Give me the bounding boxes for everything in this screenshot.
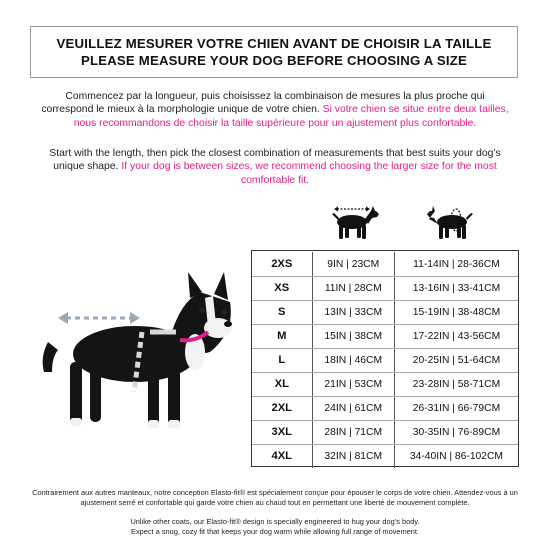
girth-cell: 23-28IN | 58-71CM bbox=[394, 372, 518, 396]
dog-in-harness-photo bbox=[30, 262, 245, 472]
size-row bbox=[252, 300, 518, 324]
size-row bbox=[252, 444, 518, 468]
size-row bbox=[252, 348, 518, 372]
footer-en-line1: Unlike other coats, our Elasto-fit® design is specially engineered to hug your dog’s body. bbox=[130, 517, 420, 526]
dog-girth-measure-icon bbox=[422, 198, 482, 244]
length-cell: 32IN | 81CM bbox=[312, 444, 394, 468]
girth-cell: 17-22IN | 43-56CM bbox=[394, 324, 518, 348]
size-row bbox=[252, 252, 518, 276]
row-divider bbox=[252, 444, 518, 445]
intro-en-text: Start with the length, then pick the closest combination of measurements that best suits your dog’s unique shape. bbox=[49, 148, 501, 173]
length-cell: 21IN | 53CM bbox=[312, 372, 394, 396]
intro-fr-highlight: Si votre chien se situe entre deux tailles, nous recommandons de choisir la taille supérieure pour un ajustement plus confortable. bbox=[73, 104, 509, 129]
size-row bbox=[252, 396, 518, 420]
size-cell: 4XL bbox=[271, 450, 293, 462]
girth-cell: 11-14IN | 28-36CM bbox=[394, 252, 518, 276]
length-cell: 11IN | 28CM bbox=[312, 276, 394, 300]
size-cell: XL bbox=[274, 378, 289, 390]
row-divider bbox=[252, 300, 518, 301]
length-cell: 18IN | 46CM bbox=[312, 348, 394, 372]
header-title-box bbox=[30, 26, 518, 78]
row-divider bbox=[252, 372, 518, 373]
size-cell: M bbox=[277, 330, 287, 342]
size-row bbox=[252, 420, 518, 444]
girth-cell: 13-16IN | 33-41CM bbox=[394, 276, 518, 300]
size-cell: L bbox=[278, 354, 286, 366]
size-cell: 2XS bbox=[271, 258, 293, 270]
length-cell: 24IN | 61CM bbox=[312, 396, 394, 420]
intro-en-highlight: If your dog is between sizes, we recommend choosing the larger size for the most comfortable fit. bbox=[121, 161, 497, 186]
row-divider bbox=[252, 348, 518, 349]
girth-cell: 30-35IN | 76-89CM bbox=[394, 420, 518, 444]
intro-paragraph-en bbox=[40, 147, 510, 187]
length-cell: 15IN | 38CM bbox=[312, 324, 394, 348]
intro-fr-text: Commencez par la longueur, puis choisissez la combinaison de mesures la plus proche qui correspond le mieux à la morphologie unique de votre chien. bbox=[41, 91, 485, 116]
length-cell: 28IN | 71CM bbox=[312, 420, 394, 444]
size-row bbox=[252, 372, 518, 396]
intro-paragraph-fr bbox=[40, 90, 510, 130]
length-cell: 9IN | 23CM bbox=[312, 252, 394, 276]
size-cell: XS bbox=[274, 282, 290, 294]
title-en: PLEASE MEASURE YOUR DOG BEFORE CHOOSING A SIZE bbox=[80, 53, 468, 68]
girth-cell: 20-25IN | 51-64CM bbox=[394, 348, 518, 372]
row-divider bbox=[252, 276, 518, 277]
girth-cell: 15-19IN | 38-48CM bbox=[394, 300, 518, 324]
size-cell: 2XL bbox=[271, 402, 293, 414]
footer-note-en bbox=[20, 517, 530, 536]
row-divider bbox=[252, 420, 518, 421]
footer-en-line2: Expect a snug, cozy fit that keeps your dog warm while allowing full range of movement. bbox=[131, 526, 419, 536]
title-fr: VEUILLEZ MESURER VOTRE CHIEN AVANT DE CHOISIR LA TAILLE bbox=[56, 36, 492, 51]
row-divider bbox=[252, 396, 518, 397]
size-chart-table bbox=[251, 250, 519, 467]
dog-length-measure-icon bbox=[324, 198, 382, 244]
girth-cell: 26-31IN | 66-79CM bbox=[394, 396, 518, 420]
row-divider bbox=[252, 324, 518, 325]
footer-note-fr: Contrairement aux autres manteaux, notre conception Elasto-fit® est spécialement conçue pour épouser le corps de votre chien. Attendez-vous à un ajustement serré et confortable qui garde votre chien au chaud tout en permettant une liberté de mouvement complète. bbox=[32, 488, 518, 507]
size-cell: S bbox=[278, 306, 286, 318]
size-row bbox=[252, 276, 518, 300]
size-cell: 3XL bbox=[271, 426, 293, 438]
length-cell: 13IN | 33CM bbox=[312, 300, 394, 324]
girth-cell: 34-40IN | 86-102CM bbox=[394, 444, 518, 468]
size-row bbox=[252, 324, 518, 348]
